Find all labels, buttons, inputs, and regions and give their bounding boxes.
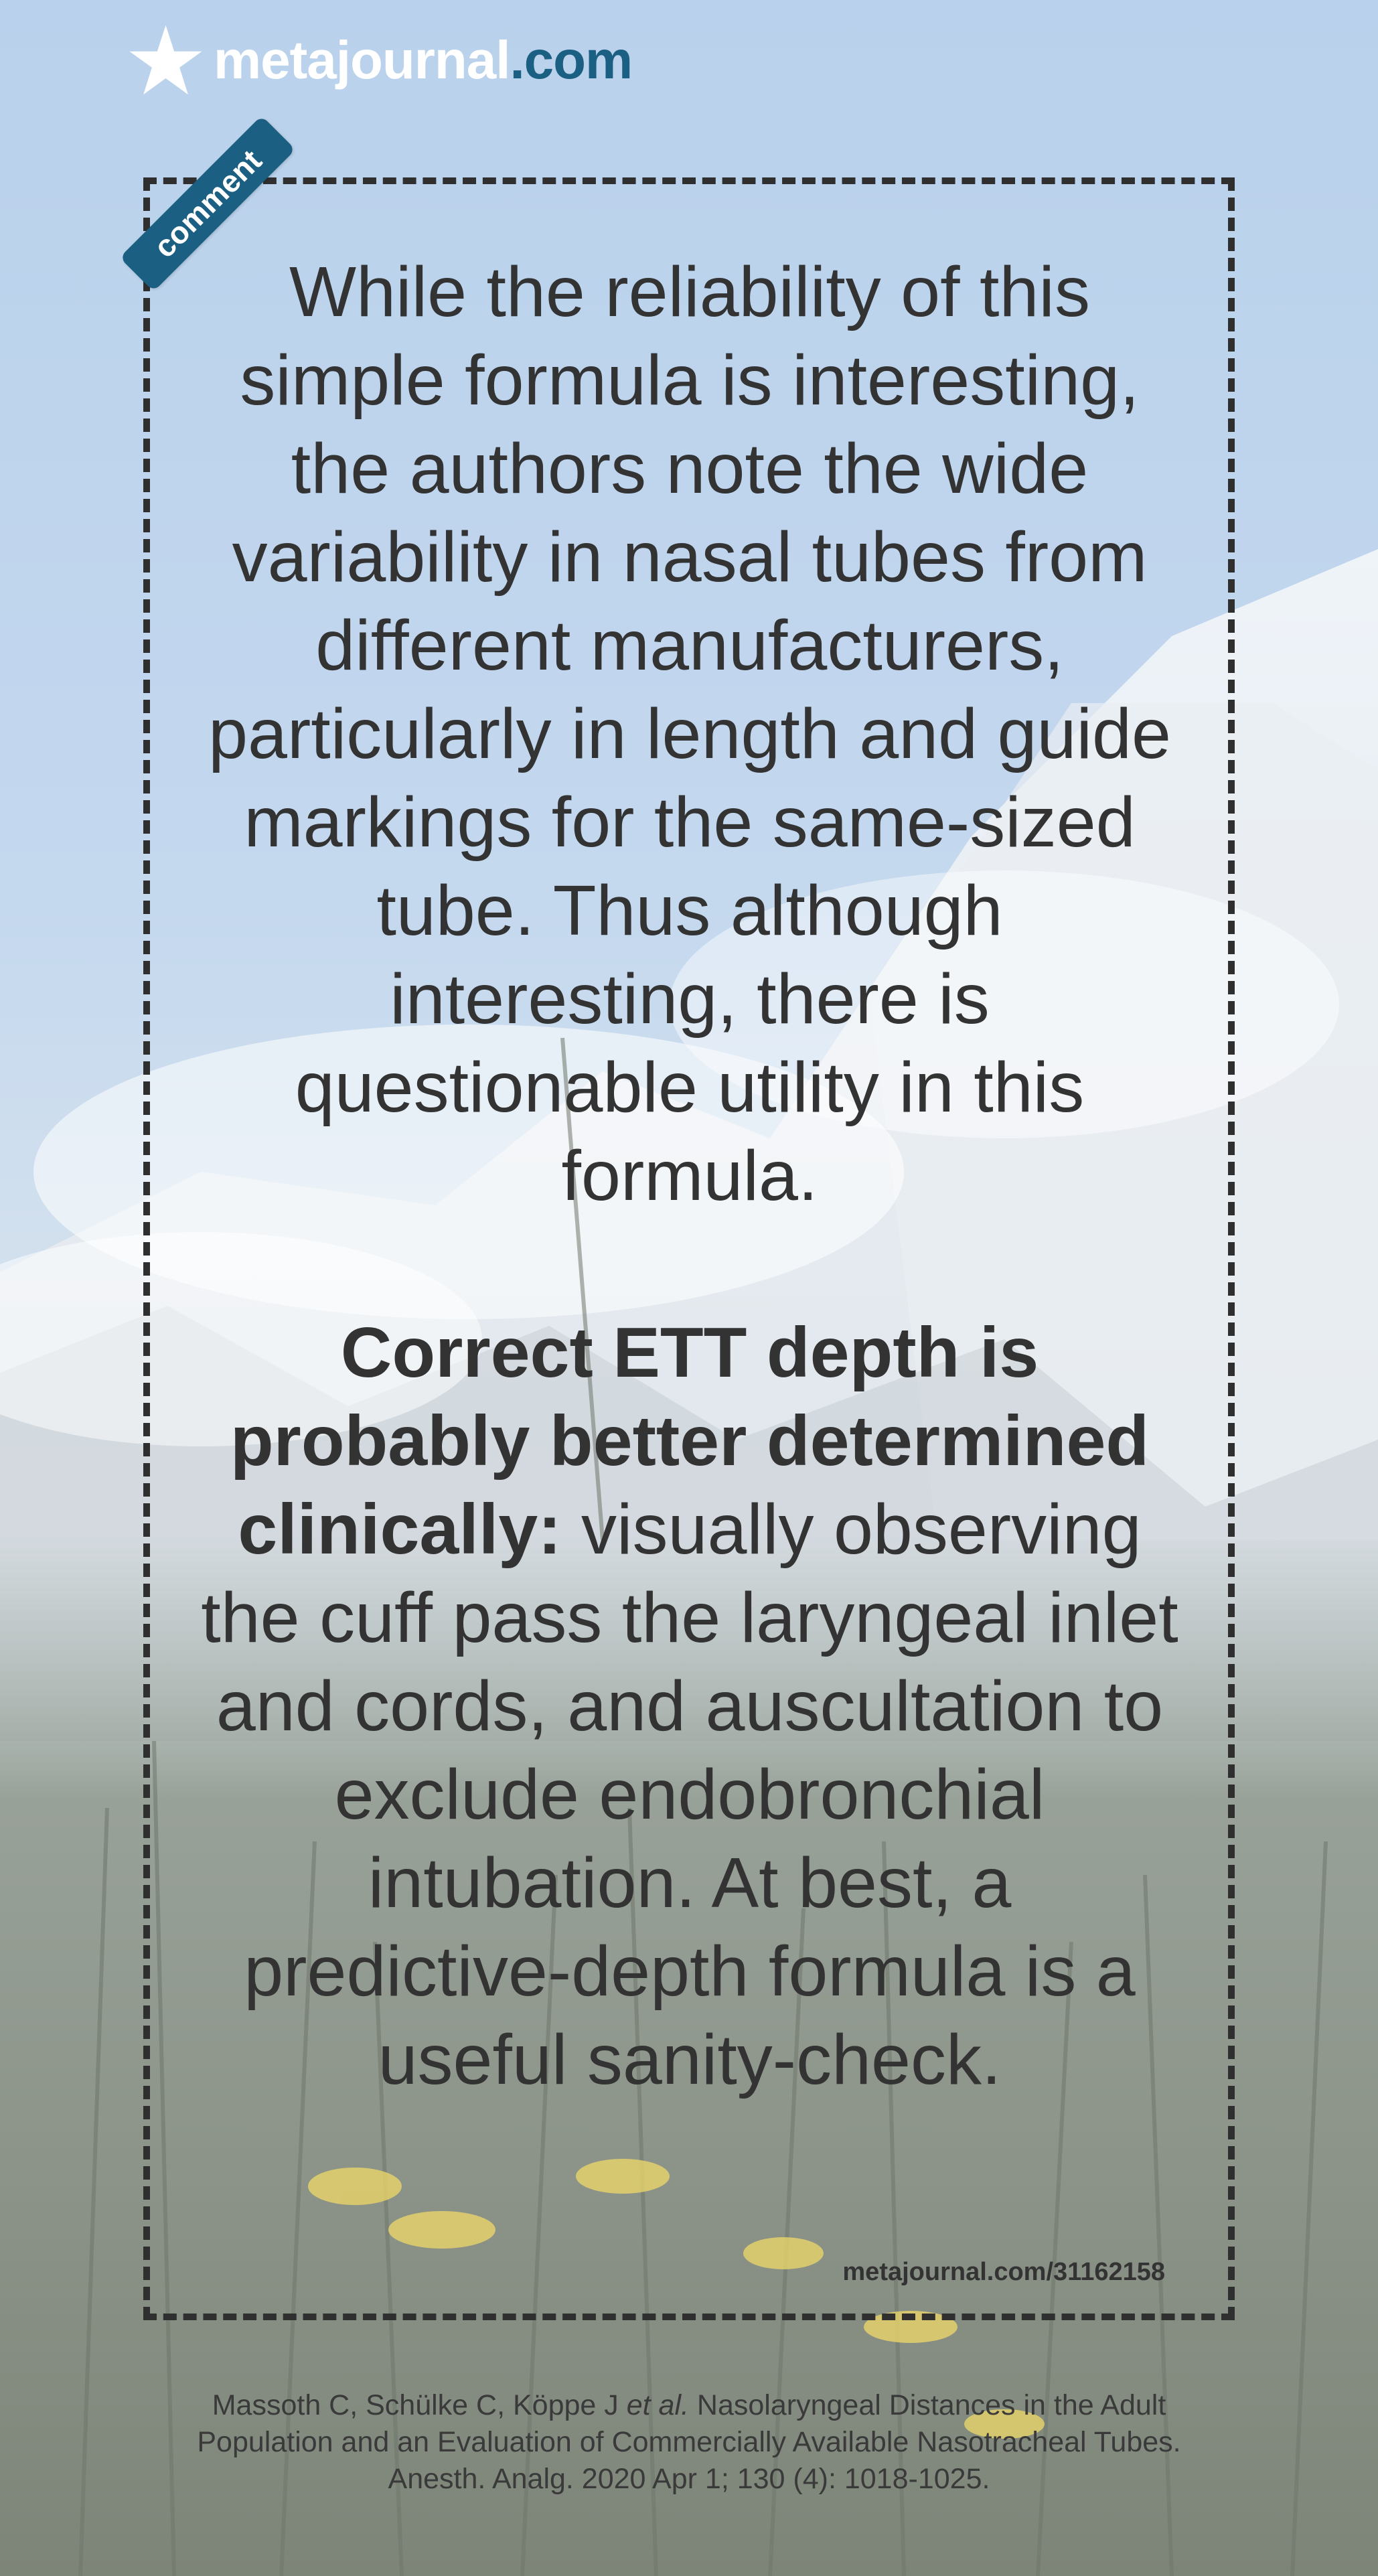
logo-text xyxy=(214,30,633,90)
citation-title-part-1: Nasolaryngeal Distances in the Adult xyxy=(696,2389,1166,2421)
citation-etal: et al. xyxy=(626,2389,689,2421)
article-link[interactable]: metajournal.com/31162158 xyxy=(842,2258,1165,2286)
site-logo[interactable] xyxy=(127,13,632,107)
citation-line-3: Anesth. Analg. 2020 Apr 1; 130 (4): 1018-1025. xyxy=(388,2463,990,2495)
comment-ribbon-label: comment xyxy=(147,143,269,264)
citation-line-2: Population and an Evaluation of Commercially Available Nasotracheal Tubes. xyxy=(197,2426,1181,2458)
logo-tld: .com xyxy=(510,30,633,90)
citation xyxy=(0,2387,1378,2498)
citation-authors: Massoth C, Schülke C, Köppe J xyxy=(212,2389,619,2421)
comment-paragraph-2-rest: visually observing the cuff pass the laryngeal inlet and cords, and auscultation to exclude endobronchial intubation. At best, a predictive-depth formula is a useful sanity-check. xyxy=(201,1490,1178,2099)
star-icon xyxy=(127,22,204,99)
comment-paragraph-2 xyxy=(201,1308,1178,2104)
comment-paragraph-1: While the reliability of this simple formula is interesting, the authors note the wide variability in nasal tubes from different manufacturers, particularly in length and guide markings for the same-sized tube. Thus although interesting, there is questionable utility in this formula. xyxy=(208,252,1171,1215)
comment-body xyxy=(201,248,1178,2104)
citation-line-1 xyxy=(0,2387,1378,2424)
logo-name: metajournal xyxy=(214,30,510,90)
comment-emphasis: Correct ETT depth is probably better determined clinically: xyxy=(230,1313,1150,1569)
